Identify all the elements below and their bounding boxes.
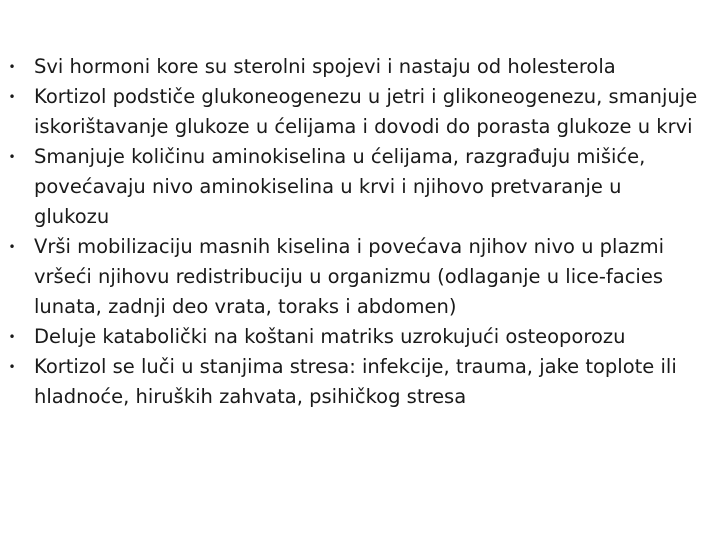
bullet-text: Smanjuje količinu aminokiselina u ćelijama, razgrađuju mišiće, povećavaju nivo aminokiselina u krvi i njihovo pretvaranje u glukozu xyxy=(34,145,646,228)
bullet-dot-icon: • xyxy=(8,150,16,164)
bullet-dot-icon: • xyxy=(8,360,16,374)
bullet-item xyxy=(0,52,700,82)
bullet-dot-icon: • xyxy=(8,240,16,254)
bullet-text: Deluje katabolički na koštani matriks uzrokujući osteoporozu xyxy=(34,325,626,348)
bullet-item xyxy=(0,322,700,352)
bullet-text: Kortizol se luči u stanjima stresa: infekcije, trauma, jake toplote ili hladnoće, hiruških zahvata, psihičkog stresa xyxy=(34,355,677,408)
bullet-text: Svi hormoni kore su sterolni spojevi i nastaju od holesterola xyxy=(34,55,616,78)
bullet-text: Kortizol podstiče glukoneogenezu u jetri i glikoneogenezu, smanjuje iskorištavanje glukoze u ćelijama i dovodi do porasta glukoze u krvi xyxy=(34,85,698,138)
bullet-item xyxy=(0,142,700,232)
bullet-item xyxy=(0,82,700,142)
bullet-dot-icon: • xyxy=(8,90,16,104)
bullet-dot-icon: • xyxy=(8,330,16,344)
bullet-list xyxy=(0,52,700,412)
bullet-item xyxy=(0,232,700,322)
bullet-dot-icon: • xyxy=(8,60,16,74)
bullet-text: Vrši mobilizaciju masnih kiselina i povećava njihov nivo u plazmi vršeći njihovu redistribuciju u organizmu (odlaganje u lice-facies lunata, zadnji deo vrata, toraks i abdomen) xyxy=(34,235,665,318)
bullet-item xyxy=(0,352,700,412)
